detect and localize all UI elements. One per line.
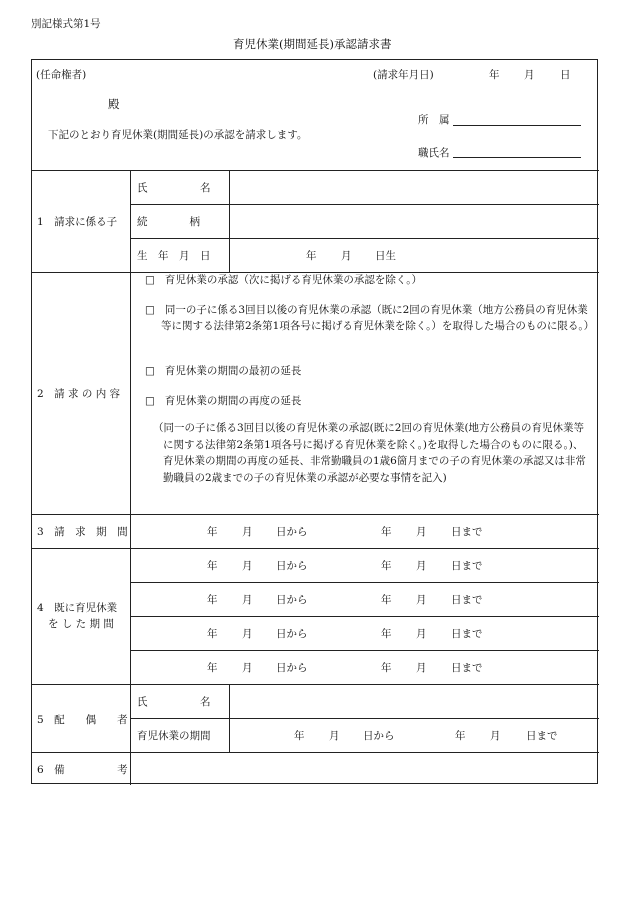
section1-label: 1 請求に係る子	[37, 216, 118, 228]
spouse-name-field[interactable]	[232, 686, 596, 716]
section2-label: 2 請 求 の 内 容	[37, 388, 121, 400]
section4-label-line2: を し た 期 間	[48, 618, 114, 630]
birth-day: 日生	[375, 250, 396, 262]
option-approval: □ 育児休業の承認（次に掲げる育児休業の承認を除く。）	[145, 274, 422, 286]
section3-label: 3 請 求 期 間	[37, 526, 128, 538]
option-second-extension: □ 育児休業の期間の再度の延長	[145, 395, 302, 407]
birth-year: 年	[306, 250, 317, 262]
page-title: 育児休業(期間延長)承認請求書	[233, 37, 392, 51]
child-birthdate-label: 生 年 月 日	[137, 250, 211, 262]
spouse-name-label: 氏 名	[137, 696, 211, 708]
section5-label: 5 配 偶 者	[37, 714, 128, 726]
option-first-extension-checkbox[interactable]: □	[145, 365, 155, 377]
request-date-label: (請求年月日)	[373, 69, 434, 81]
request-statement: 下記のとおり育児休業(期間延長)の承認を請求します。	[48, 129, 308, 141]
position-name-field[interactable]	[453, 157, 581, 158]
child-relation-field[interactable]	[232, 206, 596, 236]
child-relation-label: 続 柄	[137, 216, 200, 228]
option-second-extension-checkbox[interactable]: □	[145, 395, 155, 407]
request-date-month[interactable]: 月	[524, 69, 535, 81]
option-approval-checkbox[interactable]: □	[145, 274, 155, 286]
appointer-label: (任命権者)	[36, 69, 87, 81]
circumstances-note: （同一の子に係る3回目以後の育児休業の承認(既に2回の育児休業(地方公務員の育児休業等に関する法律第2条第1項各号に掲げる育児休業を除く。)を取得した場合のものに限る。)、育児休業の期間の再度の延長、非常勤職員の1歳6箇月までの子の育児休業の承認又は非常勤職員の2歳までの子の育児休業の承認が必要な事情を記入)	[153, 422, 586, 484]
section6-label: 6 備 考	[37, 764, 128, 776]
affiliation-label: 所 属	[418, 114, 450, 126]
child-name-field[interactable]	[232, 172, 596, 202]
spouse-period-label: 育児休業の期間	[137, 730, 211, 742]
position-name-label: 職氏名	[418, 147, 450, 159]
request-date-year[interactable]: 年	[489, 69, 500, 81]
option-third-or-later: □ 同一の子に係る3回目以後の育児休業の承認（既に2回の育児休業（地方公務員の育児休業等に関する法律第2条第1項各号に掲げる育児休業を除く。）を取得した場合のものに限る。）	[145, 304, 595, 332]
child-name-label: 氏 名	[137, 182, 211, 194]
affiliation-field[interactable]	[453, 125, 581, 126]
option-first-extension: □ 育児休業の期間の最初の延長	[145, 365, 302, 377]
request-date-day[interactable]: 日	[560, 69, 571, 81]
form-number: 別記様式第1号	[31, 18, 101, 30]
addressee-dono: 殿	[108, 97, 120, 111]
option-third-checkbox[interactable]: □	[145, 304, 155, 316]
birth-month: 月	[341, 250, 352, 262]
remarks-field[interactable]	[132, 754, 596, 782]
section4-label-line1: 4 既に育児休業	[37, 602, 118, 614]
